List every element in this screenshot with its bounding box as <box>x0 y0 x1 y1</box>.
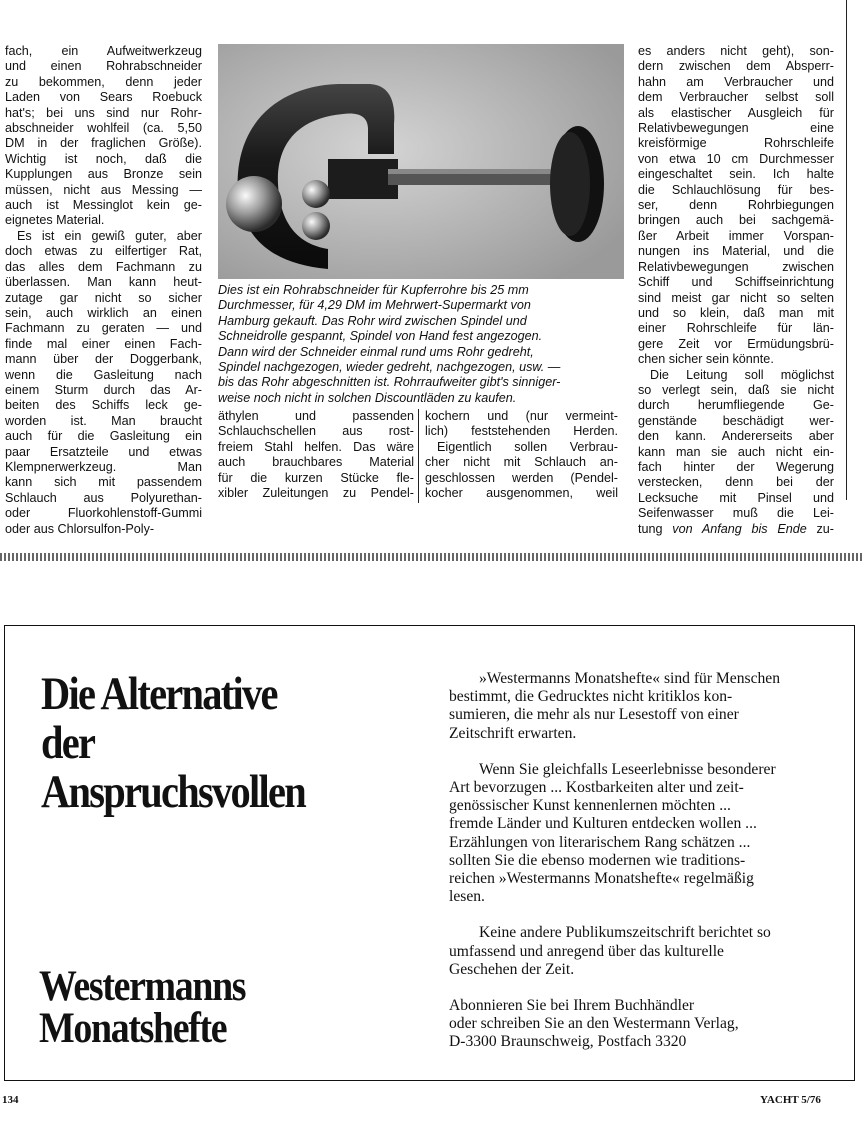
text-line: den kann. Andererseits aber <box>638 429 834 444</box>
text-fragment: tung <box>638 521 673 536</box>
text-line: Kupplungen aus Bronze sein <box>5 167 202 182</box>
text-line: auch brauchbares Material <box>218 455 414 470</box>
caption-line: Schneidrolle gespannt, Spindel von Hand fest angezogen. <box>218 329 543 344</box>
text-line: es anders nicht geht), son- <box>638 44 834 58</box>
text-line: kann sich mit passendem <box>5 475 202 490</box>
text-line: dern zwischen dem Absperr- <box>638 59 834 74</box>
article-column-1 <box>5 44 202 537</box>
text-line: das alles dem Fachmann zu <box>5 259 202 274</box>
pipe-cutter-photo <box>218 44 624 279</box>
text-fragment: zu- <box>806 521 835 536</box>
text-line: oder Fluorkohlenstoff-Gummi <box>5 506 202 521</box>
ad-text-line: lesen. <box>449 888 485 906</box>
ad-text-line: Zeitschrift erwarten. <box>449 724 577 742</box>
text-line: Klempnerwerkzeug. Man <box>5 459 202 474</box>
text-line: die Schlauchlösung für bes- <box>638 182 834 197</box>
text-line: Die Leitung soll möglichst <box>650 367 834 382</box>
text-line: abschneider wohlfeil (ca. 5,50 <box>5 121 202 136</box>
text-line: auch für die Gasleitung ein <box>5 429 202 444</box>
headline-line: der <box>41 717 95 769</box>
text-line: auch ist Messinglot kein ge- <box>5 198 202 213</box>
article-column-4 <box>638 44 834 537</box>
ad-text-line: Geschehen der Zeit. <box>449 960 575 978</box>
text-line: für die kurzen Stücke fle- <box>218 470 414 485</box>
text-line: DM in der fraglichen Größe). <box>5 136 202 151</box>
text-line: hat's; bei uns sind nur Rohr- <box>5 105 202 120</box>
text-line: Wichtig ist noch, daß die <box>5 151 202 166</box>
text-line: ser, denn Rohrbiegungen <box>638 198 834 213</box>
ad-text-line: genössischer Kunst kennenlernen möchten ... <box>449 797 731 815</box>
ad-text-line: D-3300 Braunschweig, Postfach 3320 <box>449 1033 687 1051</box>
brand-line: Westermanns <box>39 963 246 1010</box>
text-line: xibler Zuleitungen zu Pendel- <box>218 486 414 501</box>
text-line: hahn am Verbraucher und <box>638 74 834 89</box>
text-line: kocher ausgenommen, weil <box>425 486 618 501</box>
ad-text-line: umfassend und anregend über das kulturelle <box>449 942 724 960</box>
text-line: fach hinter der Wegerung <box>638 459 834 474</box>
text-line: freiem Stahl helfen. Das wäre <box>218 439 414 454</box>
advertisement-box <box>4 625 855 1081</box>
headline-line: Die Alternative <box>41 668 277 720</box>
text-line: Schiff und Schiffseinrichtung <box>638 275 834 290</box>
ad-headline <box>41 670 305 817</box>
pipe-cutter-illustration <box>218 44 624 279</box>
text-line: verstecken, denn bei der <box>638 475 834 490</box>
text-line: einem Sturm durch das Ar- <box>5 382 202 397</box>
text-line: Fachmann zu geraten — und <box>5 321 202 336</box>
text-line: Laden von Sears Roebuck <box>5 90 202 105</box>
text-line: Schlauchschellen aus rost- <box>218 424 414 439</box>
text-line: Relativbewegungen eine <box>638 121 834 136</box>
ad-body-text <box>449 670 809 1070</box>
article-column-3 <box>425 409 618 501</box>
text-line: wenn die Gasleitung nach <box>5 367 202 382</box>
section-separator <box>0 553 864 561</box>
text-line: so verlegt sein, daß sie nicht <box>638 382 834 397</box>
ad-text-line: »Westermanns Monatshefte« sind für Menschen <box>479 670 781 687</box>
text-line: Seifenwasser muß die Lei- <box>638 506 834 521</box>
ad-text-line: bestimmt, die Gedrucktes nicht kritiklos kon- <box>449 688 733 706</box>
ad-paragraph <box>449 761 809 907</box>
text-line: finde mal einer einen Fach- <box>5 336 202 351</box>
text-line: bringen auch bei sachgemä- <box>638 213 834 228</box>
text-line: von etwa 10 cm Durchmesser <box>638 151 834 166</box>
text-line <box>638 522 834 537</box>
caption-line: bis das Rohr abgeschnitten ist. Rohrraufweiter gibt's sinniger- <box>218 375 561 390</box>
text-line: chen sicher sein könnte. <box>638 352 774 367</box>
text-line: worden ist. Man braucht <box>5 413 202 428</box>
text-line: oder aus Chlorsulfon-Poly- <box>5 521 155 536</box>
text-line: und einen Rohrabschneider <box>5 59 202 74</box>
caption-line: Hamburg gekauft. Das Rohr wird zwischen Spindel und <box>218 313 527 328</box>
ad-brand-name <box>39 963 246 1052</box>
headline-line: Anspruchsvollen <box>41 766 305 818</box>
page-edge-rule <box>846 0 847 500</box>
page-number: 134 <box>2 1094 19 1106</box>
text-line: nungen ins Material, und die <box>638 244 834 259</box>
text-line: Relativbewegungen zwischen <box>638 259 834 274</box>
text-line: Eigentlich sollen Verbrau- <box>437 439 618 454</box>
text-line: kochern und (nur vermeint- <box>425 409 618 423</box>
text-line: überlassen. Man kann heut- <box>5 275 202 290</box>
text-line: ßer Arbeit immer Vorspan- <box>638 228 834 243</box>
ad-text-line: reichen »Westermanns Monatshefte« regelmäßig <box>449 870 754 888</box>
caption-line: Durchmesser, für 4,29 DM im Mehrwert-Supermarkt von <box>218 298 531 313</box>
ad-text-line: Art bevorzugen ... Kostbarkeiten alter und zeit- <box>449 779 744 797</box>
ad-text-line: sollten Sie die ebenso modernen wie traditions- <box>449 851 746 869</box>
ad-text-line: Keine andere Publikumszeitschrift berichtet so <box>479 924 771 942</box>
text-line: eingeschaltet sein. Ich halte <box>638 167 834 182</box>
text-line: äthylen und passenden <box>218 409 414 423</box>
text-line: sein, auch wirklich an einen <box>5 305 202 320</box>
column-divider <box>418 409 419 503</box>
ad-text-line: fremde Länder und Kulturen entdecken wollen ... <box>449 815 757 833</box>
text-line: Lecksuche mit Pinsel und <box>638 490 834 505</box>
text-line: mann über der Doggerbank, <box>5 352 202 367</box>
ad-text-line: oder schreiben Sie an den Westermann Verlag, <box>449 1015 739 1033</box>
text-line: durch herumfliegende Ge- <box>638 398 834 413</box>
text-line: lich) feststehenden Herden. <box>425 424 618 439</box>
text-line: müssen, nicht aus Messing — <box>5 182 202 197</box>
photo-caption <box>218 283 618 406</box>
text-line: paar Ersatzteile und etwas <box>5 444 202 459</box>
text-line: geschlossen werden (Pendel- <box>425 470 618 485</box>
caption-line: weise noch nicht in solchen Discountläden zu kaufen. <box>218 390 517 405</box>
brand-line: Monatshefte <box>39 1005 227 1052</box>
text-line: cher nicht mit Schlauch an- <box>425 455 618 470</box>
text-line: beiten des Schiffs leck ge- <box>5 398 202 413</box>
magazine-issue: YACHT 5/76 <box>760 1094 821 1106</box>
text-line: kann man sie auch nicht ein- <box>638 444 834 459</box>
ad-paragraph <box>449 997 809 1052</box>
ad-paragraph <box>449 670 809 743</box>
text-line: sind meist gar nicht so selten <box>638 290 834 305</box>
article-column-2 <box>218 409 414 501</box>
text-line: einer Rohrschleife für län- <box>638 321 834 336</box>
ad-text-line: Erzählungen von literarischem Rang schätzen ... <box>449 833 751 851</box>
text-line: gere Zeit vor Ermüdungsbrü- <box>638 336 834 351</box>
ad-paragraph <box>449 924 809 979</box>
caption-line: Dann wird der Schneider einmal rund ums Rohr gedreht, <box>218 344 534 359</box>
italic-fragment: von Anfang bis Ende <box>672 521 807 536</box>
text-line: genstände beschädigt wer- <box>638 413 834 428</box>
text-line: doch etwas zu eilfertiger Rat, <box>5 244 202 259</box>
caption-line: Spindel nachgezogen, wieder gedreht, nachgezogen, usw. — <box>218 360 561 375</box>
ad-text-line: Wenn Sie gleichfalls Leseerlebnisse besonderer <box>479 760 776 778</box>
caption-line: Dies ist ein Rohrabschneider für Kupferrohre bis 25 mm <box>218 283 529 297</box>
text-line: und so klein, daß man mit <box>638 305 834 320</box>
text-line: fach, ein Aufweitwerkzeug <box>5 44 202 58</box>
text-line: dem Verbraucher selbst soll <box>638 90 834 105</box>
text-line: Es ist ein gewiß guter, aber <box>17 228 202 243</box>
ad-text-line: sumieren, die mehr als nur Lesestoff von einer <box>449 706 739 724</box>
text-line: Schlauch aus Polyurethan- <box>5 490 202 505</box>
ad-text-line: Abonnieren Sie bei Ihrem Buchhändler <box>449 997 695 1015</box>
text-line: zutage gar nicht so sicher <box>5 290 202 305</box>
text-line: kreisförmige Rohrschleife <box>638 136 834 151</box>
text-line: zu bekommen, denn jeder <box>5 74 202 89</box>
text-line: eignetes Material. <box>5 213 105 228</box>
text-line: als elastischer Ausgleich für <box>638 105 834 120</box>
